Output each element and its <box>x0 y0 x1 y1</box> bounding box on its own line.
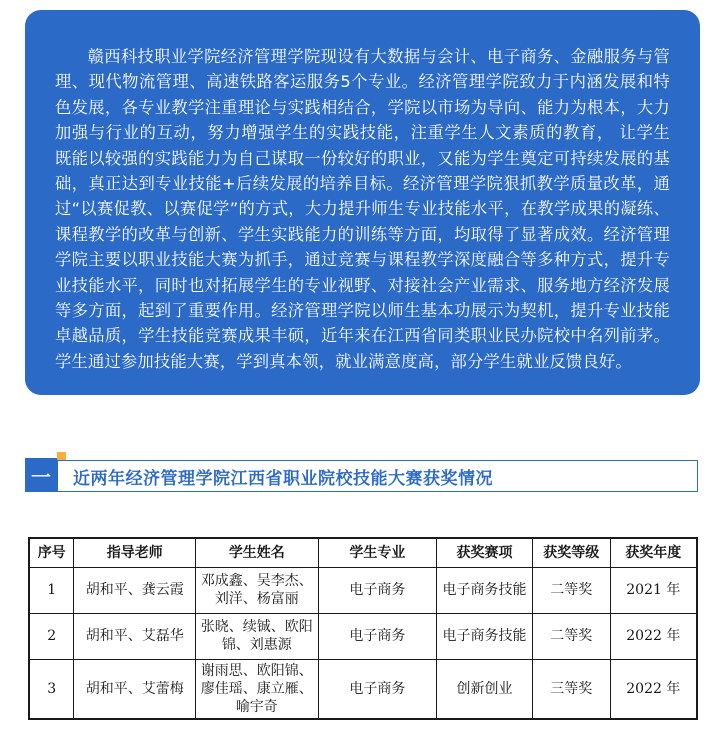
section-marker-icon: 一 <box>25 458 57 492</box>
table-row <box>29 567 697 613</box>
table-cell: 二等奖 <box>532 567 610 613</box>
table-cell: 3 <box>29 659 74 719</box>
table-cell: 2 <box>29 613 74 659</box>
table-cell: 电子商务 <box>318 659 437 719</box>
table-row <box>29 613 697 659</box>
table-cell: 电子商务 <box>318 567 437 613</box>
table-cell: 电子商务 <box>318 613 437 659</box>
awards-table-container <box>28 537 698 720</box>
accent-square-icon <box>57 452 66 460</box>
column-header: 获奖年度 <box>610 538 697 567</box>
table-cell: 创新创业 <box>437 659 533 719</box>
table-cell: 2021 年 <box>610 567 697 613</box>
table-cell: 二等奖 <box>532 613 610 659</box>
table-cell: 2022 年 <box>610 659 697 719</box>
table-cell: 胡和平、艾蕾梅 <box>74 659 196 719</box>
table-cell: 电子商务技能 <box>437 613 533 659</box>
section-title: 近两年经济管理学院江西省职业院校技能大赛获奖情况 <box>73 468 493 489</box>
intro-panel <box>25 10 700 395</box>
table-cell: 胡和平、艾磊华 <box>74 613 196 659</box>
table-cell: 邓成鑫、吴李杰、刘洋、杨富丽 <box>196 567 319 613</box>
table-cell: 电子商务技能 <box>437 567 533 613</box>
table-row <box>29 659 697 719</box>
column-header: 学生专业 <box>318 538 437 567</box>
awards-table-body <box>29 567 697 719</box>
column-header: 获奖等级 <box>532 538 610 567</box>
column-header: 指导老师 <box>74 538 196 567</box>
column-header: 序号 <box>29 538 74 567</box>
column-header: 获奖赛项 <box>437 538 533 567</box>
awards-table-head <box>29 538 697 567</box>
table-cell: 2022 年 <box>610 613 697 659</box>
intro-paragraph: 赣西科技职业学院经济管理学院现设有大数据与会计、电子商务、金融服务与管理、现代物流管理、高速铁路客运服务5个专业。经济管理学院致力于内涵发展和特色发展，各专业教学注重理论与实践相结合，学院以市场为导向、能力为根本，大力加强与行业的互动，努力增强学生的实践技能，注重学生人文素质的教育， 让学生既能以较强的实践能力为自己谋取一份较好的职业，又能为学生奠定可持续发展的基础，真正达到专业技能+后续发展的培养目标。经济管理学院狠抓教学质量改革，通过“以赛促教、以赛促学”的方式，大力提升师生专业技能水平，在教学成果的凝练、课程教学的改革与创新、学生实践能力的训练等方面，均取得了显著成效。经济管理学院主要以职业技能大赛为抓手，通过竞赛与课程教学深度融合等多种方式，提升专业技能水平，同时也对拓展学生的专业视野、对接社会产业需求、服务地方经济发展等多方面，起到了重要作用。经济管理学院以师生基本功展示为契机，提升专业技能卓越品质，学生技能竞赛成果丰硕，近年来在江西省同类职业民办院校中名列前茅。学生通过参加技能大赛，学到真本领，就业满意度高，部分学生就业反馈良好。 <box>55 47 670 371</box>
section-title-box <box>57 460 698 492</box>
table-cell: 胡和平、龚云霞 <box>74 567 196 613</box>
table-cell: 谢雨思、欧阳锦、廖佳瑶、康立雁、喻宇奇 <box>196 659 319 719</box>
awards-table <box>28 537 698 720</box>
table-cell: 张晓、续铖、欧阳锦、刘惠源 <box>196 613 319 659</box>
header-row <box>29 538 697 567</box>
section-header <box>25 452 698 492</box>
column-header: 学生姓名 <box>196 538 319 567</box>
table-cell: 1 <box>29 567 74 613</box>
table-cell: 三等奖 <box>532 659 610 719</box>
